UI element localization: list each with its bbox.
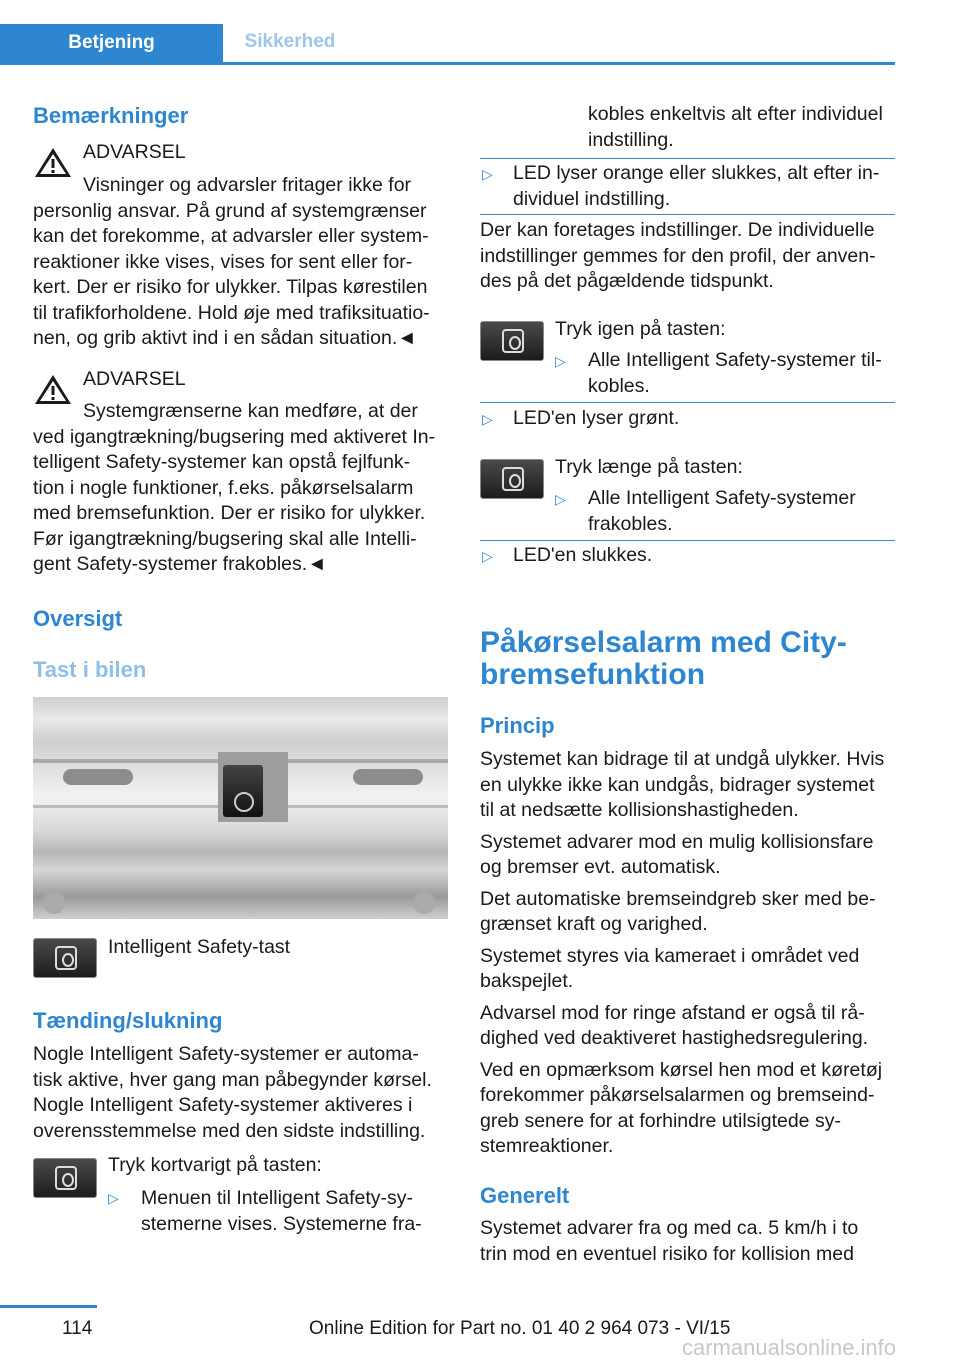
onoff-text: Nogle Intelligent Safety-systemer er automa- tisk aktive, hver gang man påbegynder kørsel. Nogle Intelligent Safety-systemer aktiveres i overensstemmelse med den sidste indstilling. <box>33 1043 432 1142</box>
list-arrow-icon: ▷ <box>482 411 493 427</box>
list-arrow-icon: ▷ <box>555 353 566 369</box>
short-press-item: Menuen til Intelligent Safety-sy- stemerne vises. Systemerne fra- <box>141 1187 422 1235</box>
intelligent-safety-button-icon <box>33 1158 97 1198</box>
tab-betjening[interactable]: Betjening <box>0 24 223 62</box>
divider <box>480 214 895 215</box>
watermark: carmanualsonline.info <box>682 1335 897 1360</box>
button-heading: Tast i bilen <box>33 657 147 682</box>
page-number: 114 <box>62 1318 93 1339</box>
section-heading: Påkørselsalarm med City- bremsefunktion <box>480 626 847 691</box>
principle-heading: Princip <box>480 713 555 738</box>
warning2-label: ADVARSEL <box>83 368 186 390</box>
list-arrow-icon: ▷ <box>482 166 493 182</box>
led-off-item: LED'en slukkes. <box>513 544 653 566</box>
led-item: LED lyser orange eller slukkes, alt efter in- dividuel indstilling. <box>513 162 880 210</box>
notes-heading: Bemærkninger <box>33 103 189 128</box>
onoff-heading: Tænding/slukning <box>33 1008 223 1033</box>
tab-sikkerhed[interactable]: Sikkerhed <box>244 31 336 52</box>
footer-rule <box>0 1305 97 1308</box>
dashboard-button-photo <box>33 697 448 919</box>
settings-text: Der kan foretages indstillinger. De individuelle indstillinger gemmes for den profil, der anven- des på det pågældende tidspunkt. <box>480 219 876 292</box>
overview-heading: Oversigt <box>33 606 123 631</box>
general-heading: Generelt <box>480 1183 570 1208</box>
warning2-text: Systemgrænserne kan medføre, at der ved igangtrækning/bugsering med aktiveret In- telligent Safety-systemer kan opstå fejlfunk- tion i nogle funktioner, f.eks. påkørselsalarm med bremsefunktion. Der er risiko for ulykker. Før igangtrækning/bugsering skal alle Intelli- gent Safety-systemer frakobles.◄ <box>33 400 436 575</box>
chapter-tab-bar <box>0 0 895 65</box>
principle-text: Systemet kan bidrage til at undgå ulykker. Hvis en ulykke ikke kan undgås, bidrager systemet til at nedsætte kollisionshastigheden. Systemet advarer mod en mulig kollisionsfare og bremser evt. automatisk. Det automatiske bremseindgreb sker med be- grænset kraft og varighed. Systemet styres via kameraet i området ved bakspejlet. Advarsel mod for ringe afstand er også til rå- dighed ved deaktiveret hastighedsregulering. Ved en opmærksom kørsel hen mod et køretøj forekommer påkørselsalarmen og bremseind- greb senere for at forhindre utilsigtede sy- stemreaktioner. <box>480 748 885 1157</box>
edition-text: Online Edition for Part no. 01 40 2 964 073 - VI/15 <box>309 1318 731 1339</box>
intelligent-safety-button-icon <box>480 459 544 499</box>
list-arrow-icon: ▷ <box>555 491 566 507</box>
warning1-label: ADVARSEL <box>83 141 186 163</box>
divider <box>480 540 895 541</box>
press-again-text: Tryk igen på tasten: <box>555 318 726 340</box>
button-caption: Intelligent Safety-tast <box>108 936 291 958</box>
list-arrow-icon: ▷ <box>482 548 493 564</box>
short-press-text: Tryk kortvarigt på tasten: <box>108 1154 322 1176</box>
general-text: Systemet advarer fra og med ca. 5 km/h i to trin mod en eventuel risiko for kollision med <box>480 1217 859 1265</box>
press-again-item: Alle Intelligent Safety-systemer til- kobles. <box>588 349 882 397</box>
divider <box>480 402 895 403</box>
list-arrow-icon: ▷ <box>108 1190 119 1206</box>
led-green-item: LED'en lyser grønt. <box>513 407 680 429</box>
press-long-text: Tryk længe på tasten: <box>555 456 743 478</box>
divider <box>480 158 895 159</box>
press-long-item: Alle Intelligent Safety-systemer frakobles. <box>588 487 856 535</box>
intelligent-safety-button-icon <box>33 938 97 978</box>
intelligent-safety-button-icon <box>480 321 544 361</box>
continued-text: kobles enkeltvis alt efter individuel indstilling. <box>588 103 883 151</box>
warning1-text: Visninger og advarsler fritager ikke for personlig ansvar. På grund af systemgrænser kan det forekomme, at advarsler eller system- reaktioner ikke vises, vises for sent eller for- kert. Der er risiko for ulykker. Tilpas kørestilen til trafikforholdene. Hold øje med trafiksituatio- nen, og grib aktivt ind i en sådan situation.◄ <box>33 174 430 349</box>
